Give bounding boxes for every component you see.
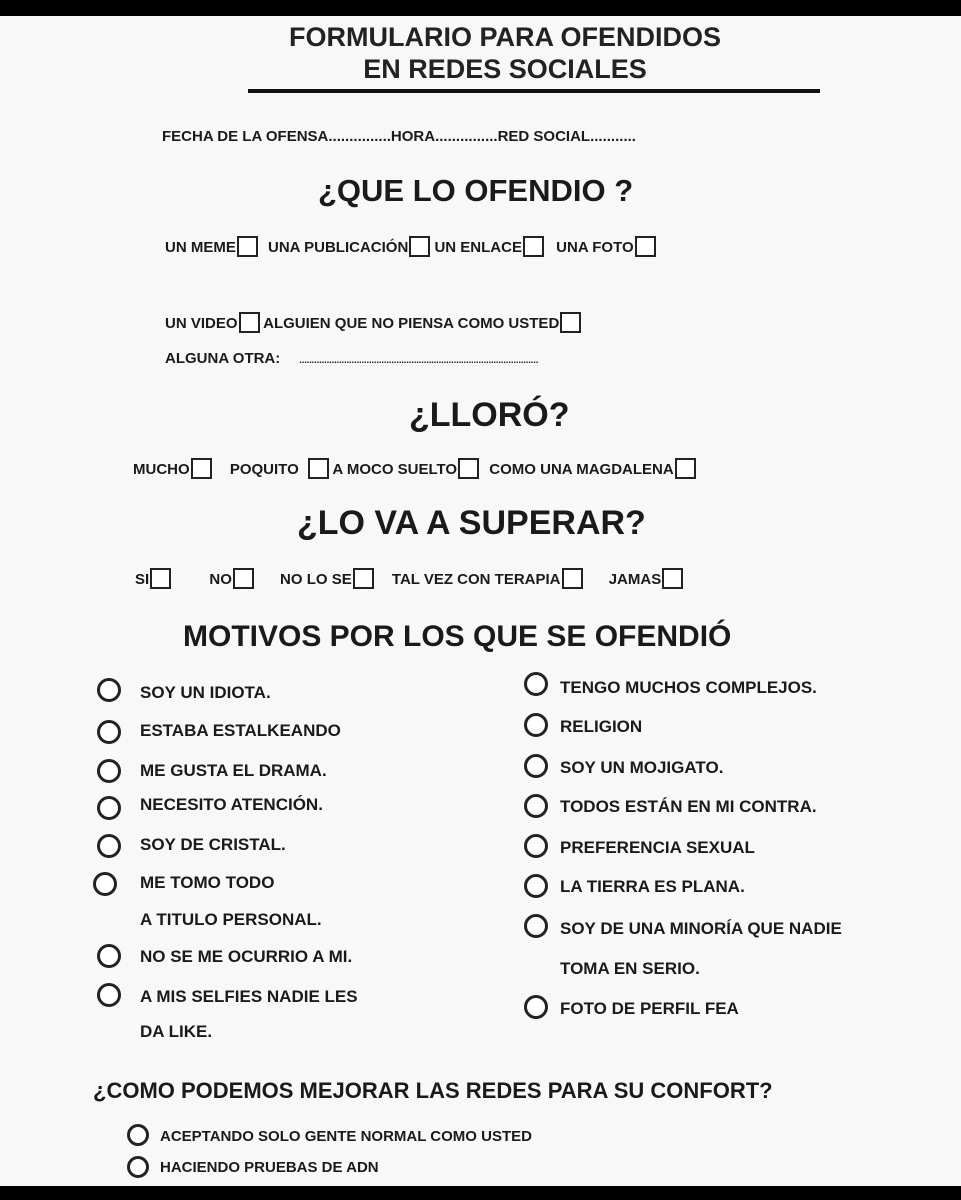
radio-mejorar[interactable] (127, 1156, 149, 1178)
q2-row (133, 458, 696, 479)
q1-row2 (165, 312, 581, 333)
radio-motivo[interactable] (524, 713, 548, 737)
motivo-label: ESTABA ESTALKEANDO (140, 721, 341, 740)
radio-motivo[interactable] (97, 678, 121, 702)
motivo-label: NO SE ME OCURRIO A MI. (140, 947, 353, 966)
q2-option-label: MUCHO (133, 461, 190, 478)
radio-motivo[interactable] (524, 754, 548, 778)
checkbox-terapia[interactable] (562, 568, 583, 589)
motivo-label: RELIGION (560, 717, 643, 736)
motivo-label: PREFERENCIA SEXUAL (560, 838, 755, 857)
motivo-label: A MIS SELFIES NADIE LES (140, 987, 358, 1006)
checkbox-enlace[interactable] (523, 236, 544, 257)
checkbox-moco-suelto[interactable] (458, 458, 479, 479)
motivo-label: SOY DE CRISTAL. (140, 835, 286, 854)
radio-motivo[interactable] (524, 794, 548, 818)
checkbox-no[interactable] (233, 568, 254, 589)
motivo-label: ME GUSTA EL DRAMA. (140, 761, 327, 780)
q1-option-label: UNA PUBLICACIÓN (268, 239, 409, 256)
checkbox-meme[interactable] (237, 236, 258, 257)
form-title-line2: EN REDES SOCIALES (363, 54, 647, 84)
motivo-label: LA TIERRA ES PLANA. (560, 877, 745, 896)
checkbox-si[interactable] (150, 568, 171, 589)
q3-option-label: TAL VEZ CON TERAPIA (391, 571, 561, 588)
radio-motivo[interactable] (524, 672, 548, 696)
checkbox-foto[interactable] (635, 236, 656, 257)
radio-motivo[interactable] (97, 983, 121, 1007)
q1-option-label: UNA FOTO (556, 239, 634, 256)
motivo-label: SOY DE UNA MINORÍA QUE NADIE (560, 919, 842, 938)
q1-option-label: ALGUIEN QUE NO PIENSA COMO USTED (263, 315, 560, 332)
checkbox-no-lo-se[interactable] (353, 568, 374, 589)
q1-other-input[interactable]: ................................................................................................ (298, 350, 538, 366)
motivo-label: TENGO MUCHOS COMPLEJOS. (560, 678, 817, 697)
mejorar-option-label: ACEPTANDO SOLO GENTE NORMAL COMO USTED (160, 1128, 532, 1145)
q3-option-label: NO LO SE (280, 571, 352, 588)
motivo-label: SOY UN MOJIGATO. (560, 758, 724, 777)
q3-option-label: SI (135, 571, 150, 588)
q2-option-label: POQUITO (229, 461, 299, 478)
q1-option-label: UN MEME (165, 239, 236, 256)
q1-option-label: UN VIDEO (165, 315, 238, 332)
checkbox-magdalena[interactable] (675, 458, 696, 479)
motivo-label: SOY UN IDIOTA. (140, 683, 271, 702)
fecha-field[interactable]: FECHA DE LA OFENSA............... (162, 128, 391, 145)
checkbox-jamas[interactable] (662, 568, 683, 589)
motivo-label: FOTO DE PERFIL FEA (560, 999, 739, 1018)
meta-line (162, 128, 636, 145)
checkbox-alguien[interactable] (560, 312, 581, 333)
q3-option-label: NO (209, 571, 232, 588)
q1-row1 (165, 236, 656, 257)
q2-title: ¿LLORÓ? (409, 396, 570, 434)
title-underline (248, 89, 820, 93)
q3-title: ¿LO VA A SUPERAR? (297, 504, 646, 542)
red-social-field[interactable]: RED SOCIAL........... (497, 128, 636, 145)
q2-option-label: COMO UNA MAGDALENA (489, 461, 674, 478)
motivo-label-cont: A TITULO PERSONAL. (140, 910, 322, 929)
radio-motivo[interactable] (93, 872, 117, 896)
q3-row (135, 568, 683, 589)
motivo-label-cont: TOMA EN SERIO. (560, 959, 700, 978)
mejorar-option-label: HACIENDO PRUEBAS DE ADN (160, 1159, 379, 1176)
radio-motivo[interactable] (97, 944, 121, 968)
motivo-label: TODOS ESTÁN EN MI CONTRA. (560, 797, 817, 816)
radio-motivo[interactable] (524, 834, 548, 858)
checkbox-poquito[interactable] (308, 458, 329, 479)
q1-title: ¿QUE LO OFENDIO ? (318, 173, 634, 208)
checkbox-publicacion[interactable] (409, 236, 430, 257)
form-sheet (0, 16, 961, 1186)
q2-option-label: A MOCO SUELTO (332, 461, 458, 478)
form-title-line1: FORMULARIO PARA OFENDIDOS (289, 22, 721, 52)
q3-option-label: JAMAS (608, 571, 662, 588)
q1-other-row (165, 350, 538, 367)
radio-motivo[interactable] (97, 759, 121, 783)
radio-mejorar[interactable] (127, 1124, 149, 1146)
radio-motivo[interactable] (524, 995, 548, 1019)
hora-field[interactable]: HORA............... (390, 128, 498, 145)
q1-other-label: ALGUNA OTRA: (165, 350, 281, 367)
radio-motivo[interactable] (97, 834, 121, 858)
checkbox-mucho[interactable] (191, 458, 212, 479)
motivo-label: NECESITO ATENCIÓN. (140, 795, 323, 814)
motivo-label-cont: DA LIKE. (140, 1022, 213, 1041)
radio-motivo[interactable] (524, 874, 548, 898)
mejorar-title: ¿COMO PODEMOS MEJORAR LAS REDES PARA SU CONFORT? (93, 1078, 773, 1103)
checkbox-video[interactable] (239, 312, 260, 333)
radio-motivo[interactable] (97, 720, 121, 744)
radio-motivo[interactable] (524, 914, 548, 938)
motivos-title: MOTIVOS POR LOS QUE SE OFENDIÓ (183, 620, 732, 653)
q1-option-label: UN ENLACE (434, 239, 522, 256)
radio-motivo[interactable] (97, 796, 121, 820)
motivo-label: ME TOMO TODO (140, 873, 275, 892)
